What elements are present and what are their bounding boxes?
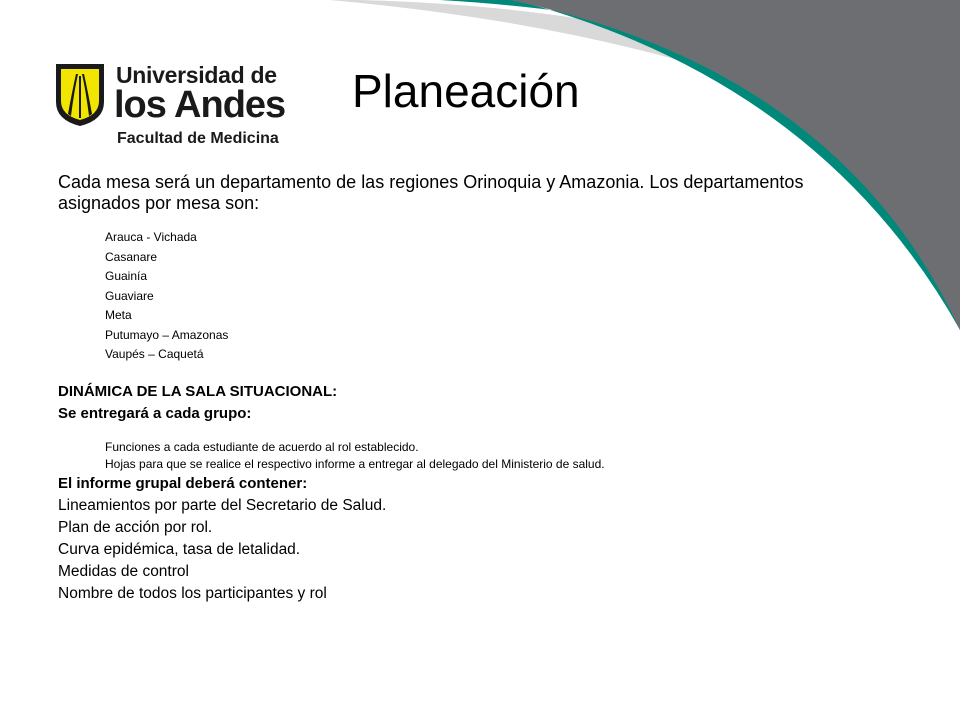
report-item: Curva epidémica, tasa de letalidad.	[58, 540, 301, 558]
department-item: Casanare	[105, 249, 158, 264]
deliverables-list	[105, 439, 818, 473]
report-item: Medidas de control	[58, 562, 189, 580]
intro-paragraph: Cada mesa será un departamento de las regiones Orinoquia y Amazonia. Los departamentos asignados por mesa son:	[58, 172, 804, 213]
dynamics-heading: DINÁMICA DE LA SALA SITUACIONAL:	[58, 382, 338, 400]
report-item: Nombre de todos los participantes y rol	[58, 584, 327, 602]
departments-list	[105, 228, 818, 365]
slide-content	[58, 172, 818, 605]
department-item: Vaupés – Caquetá	[105, 347, 204, 361]
report-item: Plan de acción por rol.	[58, 518, 213, 536]
department-item: Guainía	[105, 269, 148, 283]
department-item: Guaviare	[105, 288, 154, 303]
report-item: Lineamientos por parte del Secretario de Salud.	[58, 496, 387, 514]
report-heading: El informe grupal deberá contener:	[58, 474, 308, 492]
logo-university-text: Universidad de	[116, 62, 277, 88]
logo-los-andes-text: los Andes	[114, 84, 286, 126]
university-logo	[54, 58, 284, 158]
report-items-list	[58, 495, 818, 605]
department-item: Putumayo – Amazonas	[105, 327, 229, 342]
department-item: Arauca - Vichada	[105, 230, 197, 244]
slide-title: Planeación	[352, 65, 580, 117]
shield-icon	[54, 62, 106, 128]
department-item: Meta	[105, 308, 132, 322]
deliverable-item: Hojas para que se realice el respectivo informe a entregar al delegado del Ministerio de salud.	[105, 456, 605, 471]
logo-faculty-text: Facultad de Medicina	[117, 130, 279, 147]
deliverable-item: Funciones a cada estudiante de acuerdo al rol establecido.	[105, 439, 419, 454]
delivery-heading: Se entregará a cada grupo:	[58, 404, 252, 422]
